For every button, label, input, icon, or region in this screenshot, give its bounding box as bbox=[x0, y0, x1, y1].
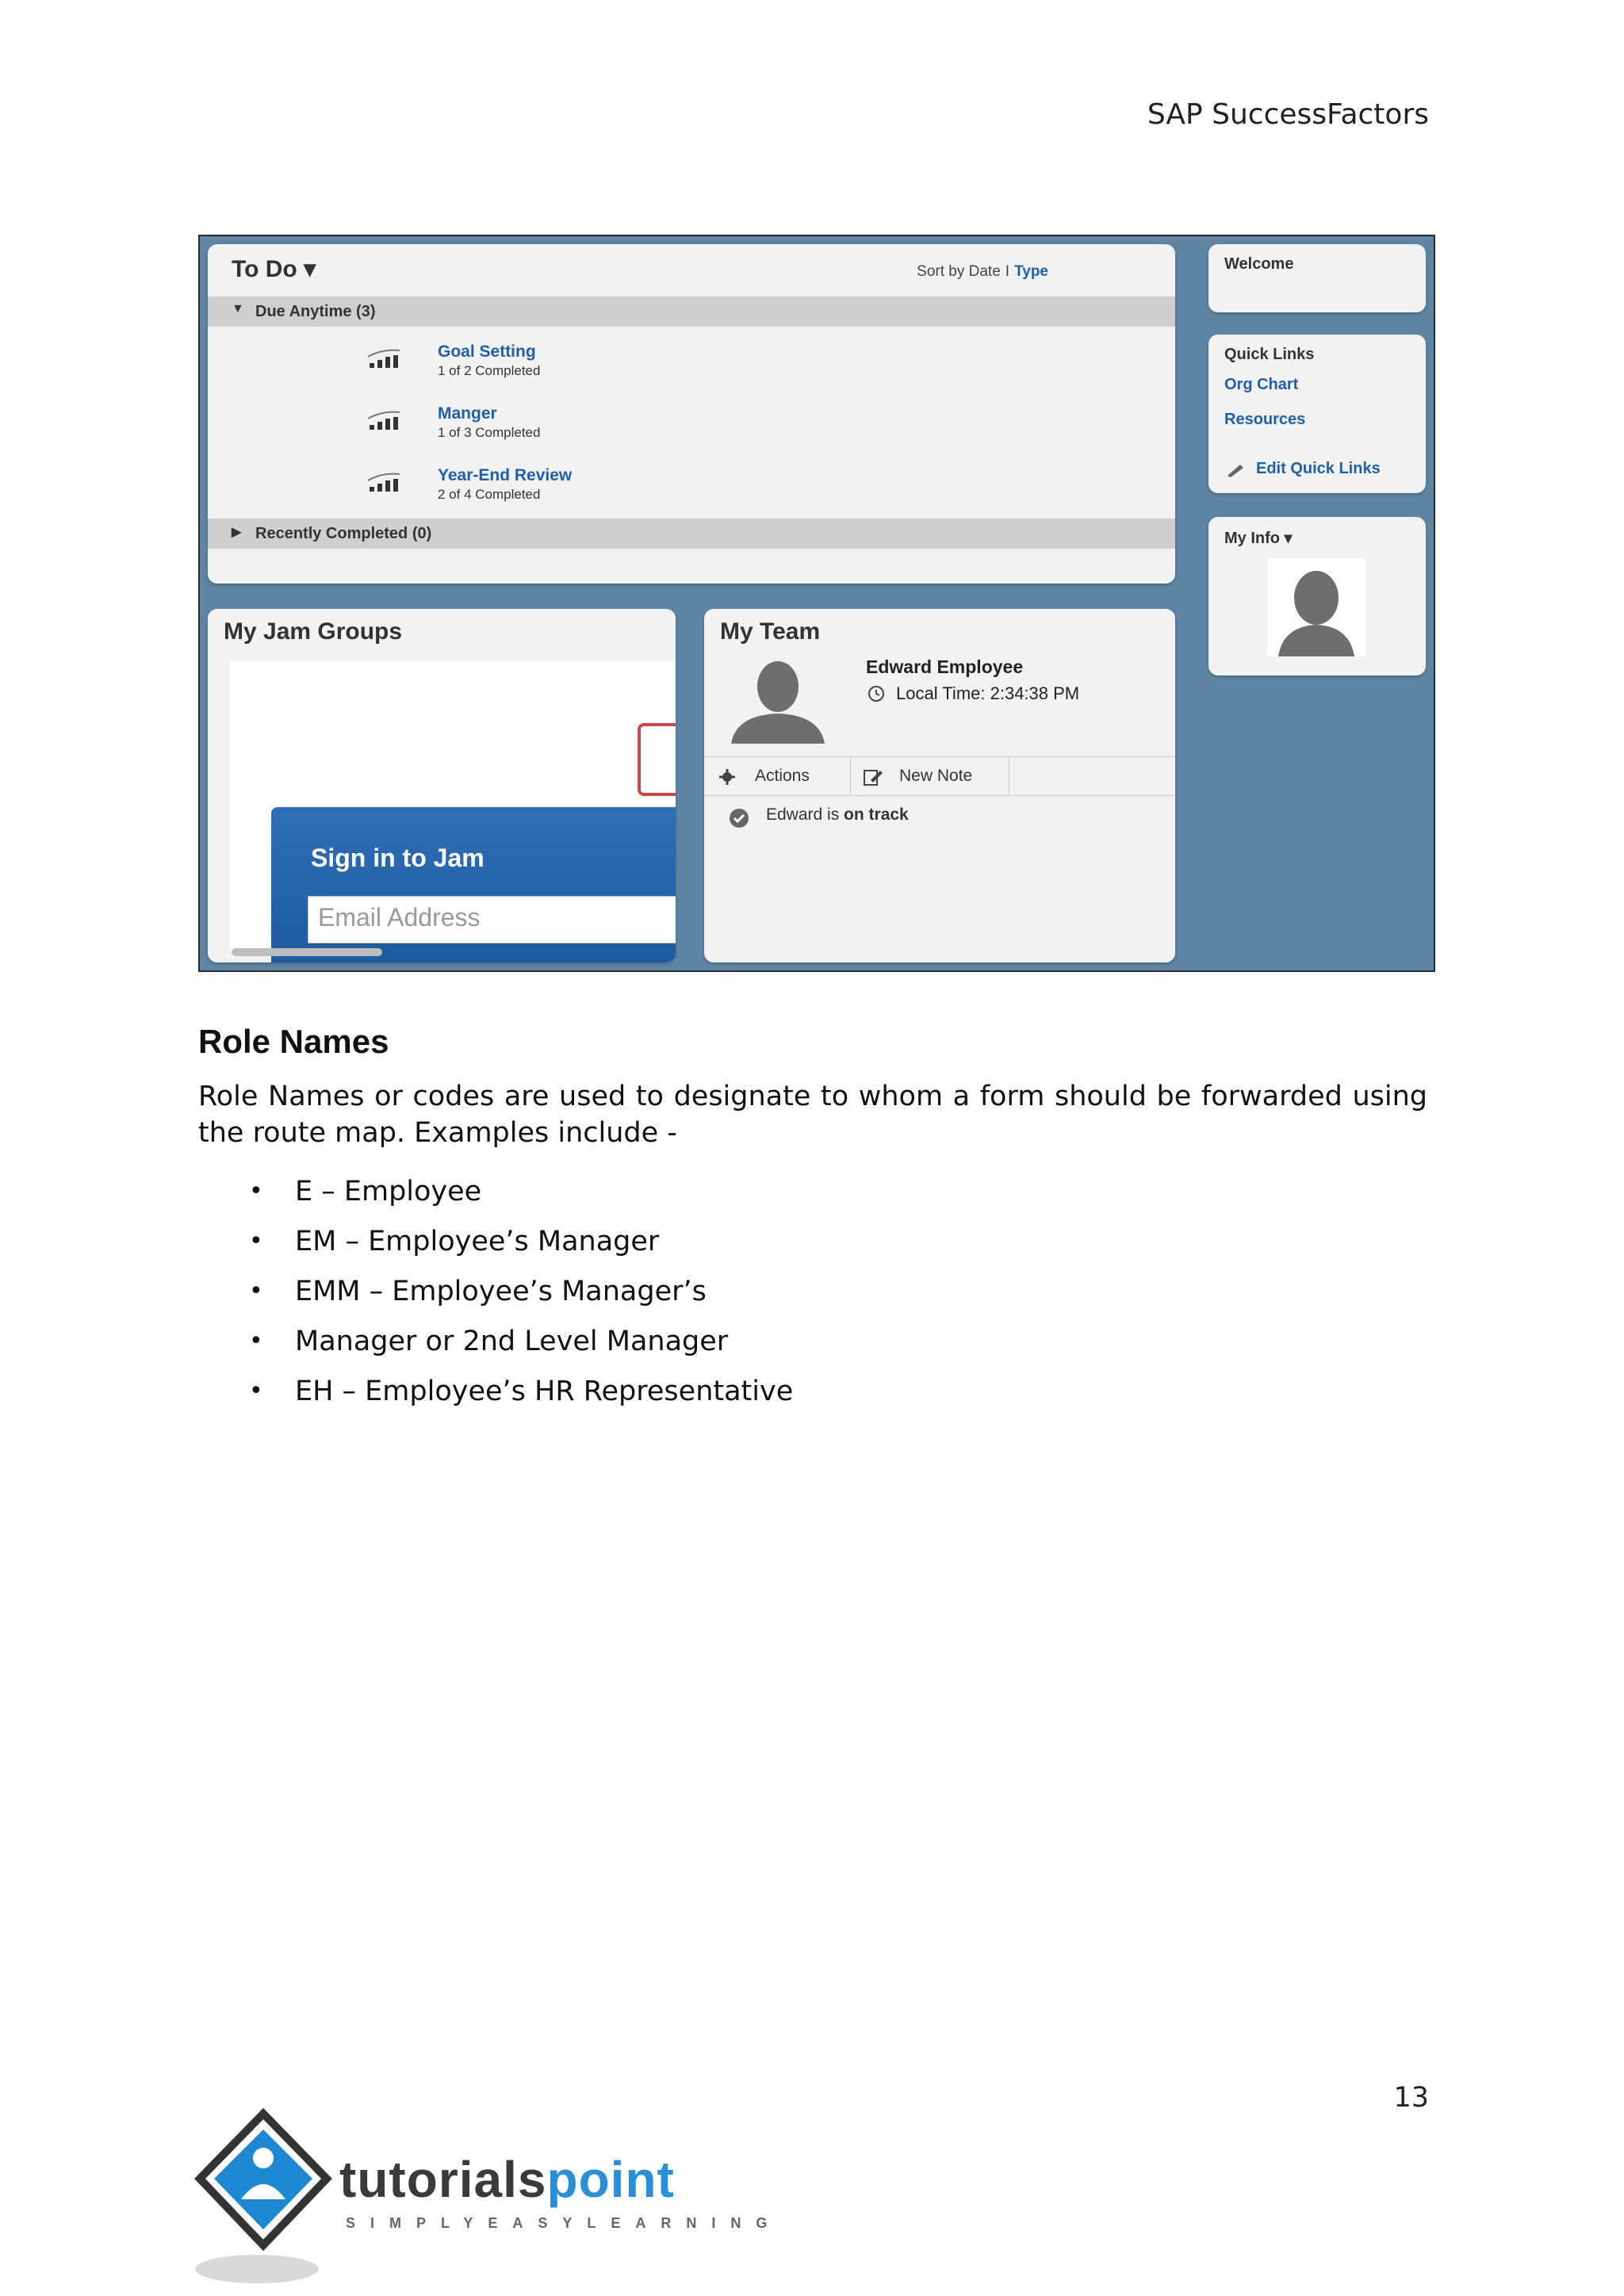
task-progress: 1 of 2 Completed bbox=[438, 363, 541, 378]
logo-word-tutorials: tutorials bbox=[339, 2151, 547, 2208]
successfactors-screenshot bbox=[198, 235, 1435, 972]
toolbar-divider bbox=[850, 757, 851, 795]
welcome-title: Welcome bbox=[1224, 255, 1294, 273]
sort-label[interactable]: Sort by Date bbox=[917, 263, 1001, 280]
running-header: SAP SuccessFactors bbox=[1147, 98, 1429, 131]
horizontal-scrollbar[interactable] bbox=[232, 948, 382, 956]
task-item[interactable] bbox=[438, 466, 572, 503]
role-list bbox=[198, 1173, 793, 1423]
resources-link[interactable]: Resources bbox=[1224, 411, 1306, 428]
jam-highlight-box bbox=[638, 723, 676, 796]
task-progress: 1 of 3 Completed bbox=[438, 425, 541, 440]
logo-wordmark bbox=[339, 2150, 675, 2209]
edit-quick-links-link[interactable]: Edit Quick Links bbox=[1256, 460, 1381, 477]
new-note-button[interactable]: New Note bbox=[899, 767, 973, 785]
section-heading: Role Names bbox=[198, 1023, 389, 1060]
list-item: • EH – Employee’s HR Representative bbox=[198, 1373, 793, 1423]
actions-button[interactable]: Actions bbox=[755, 767, 810, 785]
list-item: • EM – Employee’s Manager bbox=[198, 1223, 793, 1273]
avatar[interactable] bbox=[1267, 558, 1365, 656]
page-number: 13 bbox=[1393, 2082, 1429, 2114]
quick-links-title: Quick Links bbox=[1224, 346, 1315, 363]
employee-avatar-icon[interactable] bbox=[726, 656, 829, 744]
bar-chart-icon bbox=[366, 346, 403, 369]
my-team-title: My Team bbox=[720, 618, 821, 645]
my-info-title[interactable]: My Info ▾ bbox=[1224, 530, 1293, 547]
pencil-icon bbox=[1224, 461, 1247, 479]
org-chart-link[interactable]: Org Chart bbox=[1224, 376, 1299, 393]
my-team-panel bbox=[704, 609, 1175, 962]
task-name[interactable]: Year-End Review bbox=[438, 466, 573, 484]
logo-diamond-icon bbox=[193, 2106, 344, 2296]
jam-groups-title: My Jam Groups bbox=[224, 618, 403, 645]
logo-word-point: point bbox=[546, 2151, 675, 2208]
task-item[interactable] bbox=[438, 404, 540, 441]
todo-title[interactable]: To Do ▾ bbox=[232, 256, 316, 282]
jam-email-input[interactable]: Email Address bbox=[308, 896, 676, 943]
list-item: • EMM – Employee’s Manager’s bbox=[198, 1273, 793, 1323]
due-anytime-group[interactable] bbox=[208, 297, 1175, 327]
note-icon bbox=[863, 767, 883, 786]
tutorialspoint-logo bbox=[193, 2106, 783, 2296]
list-item: • E – Employee bbox=[198, 1173, 793, 1223]
welcome-panel bbox=[1208, 244, 1426, 312]
sort-separator: I bbox=[1005, 263, 1010, 280]
todo-panel bbox=[208, 244, 1175, 584]
clock-icon bbox=[868, 685, 885, 702]
my-info-panel bbox=[1208, 517, 1426, 675]
recently-completed-group[interactable] bbox=[208, 519, 1175, 549]
list-item: • Manager or 2nd Level Manager bbox=[198, 1323, 793, 1373]
check-circle-icon bbox=[728, 807, 750, 829]
jam-sign-in-card bbox=[271, 807, 676, 962]
section-paragraph: Role Names or codes are used to designate to whom a form should be forwarded using the route map. Examples include - bbox=[198, 1081, 1427, 1149]
task-name[interactable]: Goal Setting bbox=[438, 342, 536, 361]
user-silhouette-icon bbox=[1267, 558, 1365, 656]
task-item[interactable] bbox=[438, 342, 540, 379]
jam-groups-panel bbox=[208, 609, 676, 962]
due-anytime-label: Due Anytime (3) bbox=[255, 303, 376, 320]
sort-type-link[interactable]: Type bbox=[1014, 263, 1048, 280]
logo-tagline: SIMPLYEASYLEARNING bbox=[346, 2215, 783, 2231]
task-name[interactable]: Manger bbox=[438, 404, 497, 423]
local-time: Local Time: 2:34:38 PM bbox=[896, 683, 1080, 703]
recently-completed-label: Recently Completed (0) bbox=[255, 525, 432, 542]
jam-sign-in-title: Sign in to Jam bbox=[311, 844, 485, 872]
expand-right-icon: ▶ bbox=[232, 526, 242, 539]
bar-chart-icon bbox=[366, 408, 403, 431]
bar-chart-icon bbox=[366, 469, 403, 493]
task-progress: 2 of 4 Completed bbox=[438, 487, 541, 502]
quick-links-panel bbox=[1208, 335, 1426, 493]
expand-down-icon: ▼ bbox=[232, 302, 244, 316]
gear-icon bbox=[718, 768, 736, 786]
status-prefix: Edward is bbox=[766, 806, 840, 824]
employee-status bbox=[766, 806, 909, 825]
sort-control bbox=[917, 263, 1048, 281]
employee-name[interactable]: Edward Employee bbox=[866, 656, 1024, 677]
team-toolbar bbox=[704, 756, 1175, 796]
status-value: on track bbox=[844, 806, 909, 824]
